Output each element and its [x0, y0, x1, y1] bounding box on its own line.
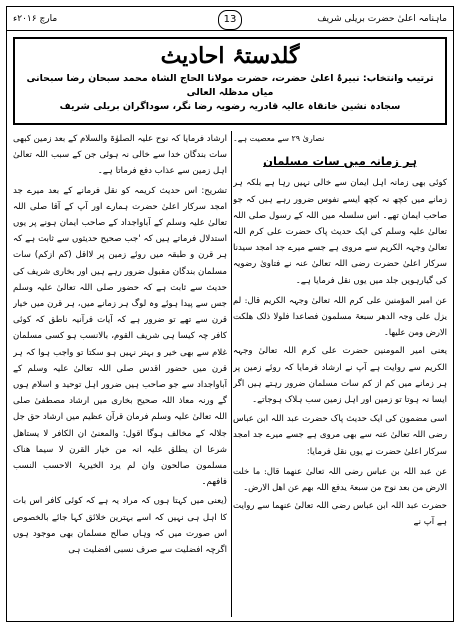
paragraph: کوئی بھی زمانہ اہل ایمان سے خالی نہیں رہا ہے بلکہ ہر زمانے میں کچھ نہ کچھ ایسے نفوس ضرور رہے ہیں کہ جو صاحب ایمان تھے۔ اس سلسلہ میں اللہ کے رسول صلی اللہ تعالیٰ علیہ وسلم کی ایک حدیث پاک حضرت علی کرم اللہ تعالیٰ وجہہ الکریم سے مروی ہے جسے میرے جد امجد سیدنا سرکار اعلیٰ حضرت رضی اللہ تعالیٰ عنہ نے فتاویٰ رضویہ کی گیارہویں جلد میں یوں نقل فرمایا ہے۔ — [233, 178, 447, 286]
right-column — [233, 131, 447, 617]
arabic-hadith: عن عبد اللہ بن عباس رضی اللہ تعالیٰ عنھما قال: ما خلت الارض من بعد نوح من سبعۃ یدفع اللہ بھم عن اھل الارض۔ — [233, 465, 447, 493]
page-number: 13 — [218, 10, 242, 30]
paragraph: اسی مضمون کی ایک حدیث پاک حضرت عبد اللہ ابن عباس رضی اللہ تعالیٰ عنہ سے بھی مروی ہے جسے میرے جد امجد سرکار اعلیٰ حضرت نے یوں نقل فرمایا: — [233, 414, 447, 457]
paragraph: حضرت عبد اللہ ابن عباس رضی اللہ تعالیٰ عنھما سے روایت ہے آپ نے — [233, 501, 447, 528]
article-title: گلدستۂ احادیث — [160, 43, 300, 69]
paragraph: تشریح: اس حدیث کریمہ کو نقل فرمانے کے بعد میرے جد امجد سرکار اعلیٰ حضرت ہمارے اور آپ کے آقا صلی اللہ تعالیٰ علیہ وسلم کے آباواجداد کے صاحب ایمان ہونے پر یوں استدلال فرماتے ہیں کہ 'جب صحیح حدیثوں سے ثابت ہے کہ ہر قرن و طبقہ میں روئے زمین پر لااقل (کم ازکم) سات مسلمان بندگان مقبول ضرور رہے ہیں اور بخاری شریف کی حدیث سے ثابت ہے کہ حضور صلی اللہ تعالیٰ علیہ وسلم جس سے پیدا ہوئے وہ لوگ ہر زمانے میں، ہر قرن میں خیار قرن سے تھے تو ضرور ہے کہ آیات قرآنیہ ناطق کہ کوئی کافر چہ کیسا ہی شریف القوم، بالانسب ہو کسی مسلمان غلام سے بھی خیر و بہتر نہیں ہو سکتا تو واجب ہوا کہ ہر قرن میں حضور اقدس صلی اللہ تعالیٰ علیہ وسلم کے آباواجداد سے جو صاحب ہیں ضرور اہل توحید و اسلام ہوں گے ورنہ معاذ اللہ صحیح بخاری میں ارشاد مصطفیٰ صلی اللہ تعالیٰ علیہ وسلم فرمان قرآن عظیم میں ارشاد حق جل جلالہ کے مخالف ہوگا اقول: والمعنیٰ ان الکافر لا یستاھل شرعا ان یطلق علیہ انہ من خیار القرن لا سیما ھناک مسلمون صالحون وان لم یرد الخیریۃ الاحسب النسب فافھم۔ — [13, 185, 227, 488]
paragraph: ارشاد فرمایا کہ نوح علیہ الصلوٰۃ والسلام کے بعد زمین کبھی سات بندگان خدا سے خالی نہ ہوئی جن کے سبب اللہ تعالیٰ اہل زمین سے عذاب دفع فرماتا ہے۔ — [13, 134, 227, 177]
magazine-name: ماہنامہ اعلیٰ حضرت بریلی شریف — [317, 13, 447, 24]
left-column — [13, 131, 227, 617]
arabic-hadith: عن امیر المؤمنین علی کرم اللہ تعالیٰ وجہہ الکریم قال: لم یزل علی وجہ الدھر سبعۃ مسلمون فصاعدا فلولا ذلک ھلکت الارض ومن علیھا۔ — [233, 294, 447, 338]
article-title-box — [13, 37, 447, 125]
compiler-credit: ترتیب وانتخاب: نبیرۂ اعلیٰ حضرت، حضرت مولانا الحاج الشاہ محمد سبحان رضا سبحانی میاں مدظلہ العالی — [26, 73, 434, 98]
column-divider — [231, 131, 232, 617]
compiler-affiliation: سجادہ نشین خانقاہ عالیہ قادریہ رضویہ رضا نگر، سوداگران بریلی شریف — [59, 101, 401, 112]
paragraph: یعنی امیر المومنین حضرت علی کرم اللہ تعالیٰ وجہہ الکریم سے روایت ہے آپ نے ارشاد فرمایا کہ روئے زمین پر ہر زمانے میں کم از کم سات مسلمان ضرور رہتے ہیں اگر ایسا نہ ہوتا تو زمین اور اہل زمین سب ہلاک ہوجاتے۔ — [233, 346, 447, 406]
section-heading: ہر زمانہ میں سات مسلمان — [263, 154, 417, 169]
magazine-page — [6, 6, 454, 622]
column-intro: نصاریٰ ۲۹ سے معصیت ہے۔ — [233, 134, 325, 143]
issue-date: مارچ ۲۰۱۶ء — [13, 13, 58, 24]
paragraph: (یعنی میں کہتا ہوں کہ مراد یہ ہے کہ کوئی کافر اس بات کا اہل ہی نہیں کہ اسے بہترین خلائق کہا جائے بالخصوص اس صورت میں کہ وہاں صالح مسلمان بھی موجود ہوں اگرچہ افضلیت سے صرف نسبی افضلیت ہی — [13, 496, 227, 556]
